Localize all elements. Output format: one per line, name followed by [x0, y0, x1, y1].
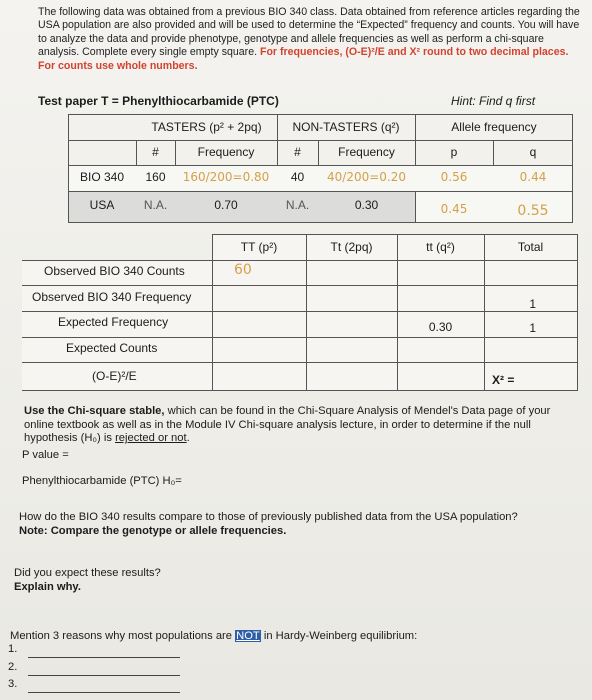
- explain-prompt: Explain why.: [14, 581, 81, 593]
- bio340-p-value[interactable]: 0.56: [440, 170, 468, 184]
- row-label-usa: USA: [89, 198, 115, 212]
- chi-square-body: which can be found in the Chi-Square Analysis of Mendel's Data page of your online textbook as well as in the Module IV Chi-square analysis lecture, in order to determine if the null hypothesis (H₀) is: [24, 405, 551, 445]
- intro-text: The following data was obtained from a previous BIO 340 class. Data obtained from reference articles regarding the USA population are also provided and will be used to determine the “Expected” frequency and counts. You will have to analyze the data and provide phenotype, genotype and allele frequencies as well as perform a chi-square analysis. Complete every single empty square.: [38, 6, 580, 59]
- tasters-count-header: #: [152, 145, 159, 159]
- expected-tt-frequency: 0.30: [428, 320, 453, 334]
- usa-tasters-count: N.A.: [143, 198, 168, 212]
- usa-q-value[interactable]: 0.55: [517, 203, 549, 219]
- header-TT: TT (p²): [240, 240, 278, 254]
- mention-not-highlight: NOT: [236, 630, 260, 642]
- header-Tt: Tt (2pq): [330, 240, 373, 254]
- q-header: q: [529, 145, 537, 159]
- chi-square-end: .: [186, 432, 190, 445]
- bio340-tasters-count: 160: [145, 170, 166, 184]
- reason-blank-1[interactable]: [28, 657, 180, 658]
- tasters-header: TASTERS (p² + 2pq): [151, 120, 262, 134]
- mention-after: in Hardy-Weinberg equilibrium:: [260, 630, 418, 642]
- hint-text: Hint: Find q first: [451, 94, 536, 108]
- chi-square-instructions: [24, 405, 564, 446]
- row-observed-counts: Observed BIO 340 Counts: [44, 264, 185, 278]
- bio340-tasters-frequency[interactable]: 160/200=0.80: [182, 170, 270, 184]
- observed-TT-count[interactable]: 60: [234, 262, 252, 278]
- non-tasters-count-header: #: [294, 145, 301, 159]
- row-chi-components: (O-E)²/E: [92, 369, 137, 383]
- usa-non-tasters-frequency: 0.30: [354, 198, 379, 212]
- bio340-q-value[interactable]: 0.44: [519, 170, 547, 184]
- usa-p-value[interactable]: 0.45: [440, 202, 468, 216]
- row-label-bio340: BIO 340: [79, 170, 125, 184]
- tasters-frequency-header: Frequency: [197, 145, 255, 159]
- reason-number-2: 2.: [8, 661, 18, 673]
- reason-blank-3[interactable]: [28, 692, 180, 693]
- usa-non-tasters-count: N.A.: [285, 198, 310, 212]
- reason-number-1: 1.: [8, 643, 18, 655]
- intro-paragraph: [38, 6, 583, 73]
- chi-square-bold: Use the Chi-square stable,: [24, 405, 165, 417]
- null-hypothesis-label: Phenylthiocarbamide (PTC) H₀=: [22, 475, 182, 487]
- allele-frequency-header: Allele frequency: [451, 120, 537, 134]
- mention-prompt: [10, 630, 417, 644]
- row-expected-counts: Expected Counts: [66, 341, 158, 355]
- mention-before: Mention 3 reasons why most populations are: [10, 630, 236, 642]
- header-total: Total: [517, 240, 544, 254]
- reason-blank-2[interactable]: [28, 675, 180, 676]
- bio340-non-tasters-count: 40: [290, 170, 305, 184]
- compare-note: Note: Compare the genotype or allele frequencies.: [19, 525, 287, 537]
- header-tt: tt (q²): [426, 240, 455, 254]
- rounding-instructions: For frequencies, (O-E)²/E and X² round to two decimal places. For counts use whole numbers.: [38, 46, 569, 72]
- usa-tasters-frequency: 0.70: [214, 198, 238, 212]
- test-paper-label: Test paper T = Phenylthiocarbamide (PTC): [38, 94, 279, 108]
- p-value-label: P value =: [22, 449, 69, 461]
- non-tasters-header: NON-TASTERS (q²): [292, 120, 400, 134]
- p-header: p: [450, 145, 458, 159]
- row-expected-frequency: Expected Frequency: [58, 315, 169, 329]
- non-tasters-frequency-header: Frequency: [338, 145, 395, 159]
- compare-question: How do the BIO 340 results compare to those of previously published data from the USA population?: [19, 511, 518, 523]
- chi-square-total: X² =: [492, 373, 515, 387]
- bio340-non-tasters-frequency[interactable]: 40/200=0.20: [327, 170, 406, 184]
- row-observed-frequency: Observed BIO 340 Frequency: [32, 290, 192, 304]
- expected-total: 1: [529, 321, 536, 335]
- expect-question: Did you expect these results?: [14, 567, 161, 579]
- observed-total: 1: [529, 297, 536, 311]
- reason-number-3: 3.: [8, 678, 18, 690]
- chi-square-underlined: rejected or not: [115, 432, 187, 445]
